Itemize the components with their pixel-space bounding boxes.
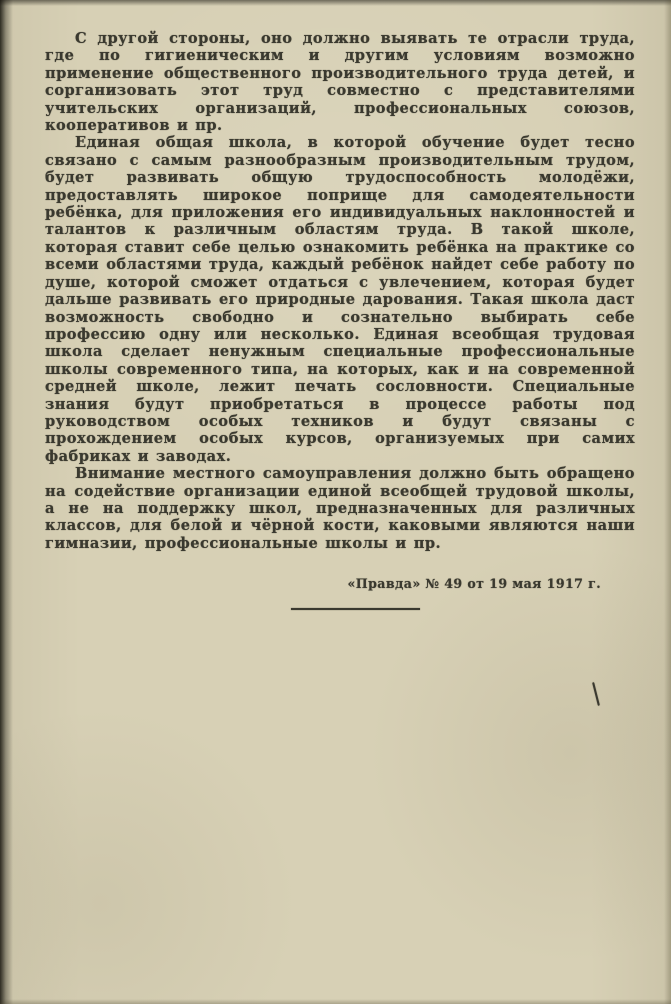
- body-text-block: [45, 30, 635, 591]
- source-attribution: «Правда» № 49 от 19 мая 1917 г.: [347, 576, 601, 592]
- scan-shadow-left: [0, 0, 13, 1004]
- scan-shadow-top: [0, 0, 671, 6]
- paragraph-3: Внимание местного самоуправления должно быть обращено на содействие организации единой всеобщей трудовой школы, а не на поддержку школ, предназначенных для различных классов, для белой и чёрной кости, каковыми являются наши гимназии, профессиональные школы и пр.: [45, 465, 635, 552]
- scan-shadow-right: [664, 0, 671, 1004]
- pen-mark: [592, 682, 600, 706]
- paragraph-2: Единая общая школа, в которой обучение будет тесно связано с самым разнообразным производительным трудом, будет развивать общую трудоспособность молодёжи, предоставлять широкое поприще для самодеятельности ребёнка, для приложения его индивидуальных наклонностей и талантов к различным областям труда. В такой школе, которая ставит себе целью ознакомить ребёнка на практике со всеми областями труда, каждый ребёнок найдет себе работу по душе, которой сможет отдаться с увлечением, которая будет дальше развивать его природные дарования. Такая школа даст возможность свободно и сознательно выбирать себе профессию одну или несколько. Единая всеобщая трудовая школа сделает ненужным специальные профессиональные школы современного типа, на которых, как и на современной средней школе, лежит печать сословности. Специальные знания будут приобретаться в процессе работы под руководством особых техников и будут связаны с прохождением особых курсов, организуемых при самих фабриках и заводах.: [45, 134, 635, 465]
- paragraph-1: С другой стороны, оно должно выявать те отрасли труда, где по гигиеническим и другим условиям возможно применение общественного производительного труда детей, и сорганизовать этот труд совместно с представителями учительских организаций, профессиональных союзов, кооперативов и пр.: [45, 30, 635, 135]
- section-divider-rule: [291, 608, 420, 610]
- scan-shadow-bottom: [0, 999, 671, 1004]
